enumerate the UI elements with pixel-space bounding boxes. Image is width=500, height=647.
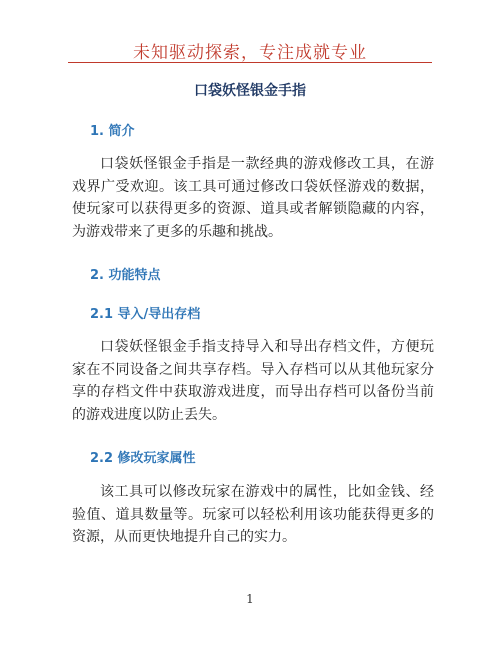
page-number: 1	[246, 592, 254, 606]
section-body-import-export: 口袋妖怪银金手指支持导入和导出存档文件，方便玩家在不同设备之间共享存档。导入存档可以从其他玩家分享的存档文件中获取游戏进度，而导出存档可以备份当前的游戏进度以防止丢失。	[72, 339, 434, 423]
document-title: 口袋妖怪银金手指	[194, 83, 306, 99]
header-banner: 未知驱动探索，专注成就专业	[133, 43, 367, 63]
section-heading-intro: 1. 简介	[90, 124, 135, 139]
section-body-intro: 口袋妖怪银金手指是一款经典的游戏修改工具，在游戏界广受欢迎。该工具可通过修改口袋妖怪游戏的数据，使玩家可以获得更多的资源、道具或者解锁隐藏的内容，为游戏带来了更多的乐趣和挑战。	[72, 156, 434, 240]
section-heading-features: 2. 功能特点	[90, 268, 161, 283]
section-heading-player-attributes: 2.2 修改玩家属性	[90, 451, 196, 466]
section-heading-import-export: 2.1 导入/导出存档	[90, 307, 201, 322]
section-body-player-attributes: 该工具可以修改玩家在游戏中的属性，比如金钱、经验值、道具数量等。玩家可以轻松利用该功能获得更多的资源，从而更快地提升自己的实力。	[72, 484, 434, 545]
header-divider	[68, 62, 432, 63]
